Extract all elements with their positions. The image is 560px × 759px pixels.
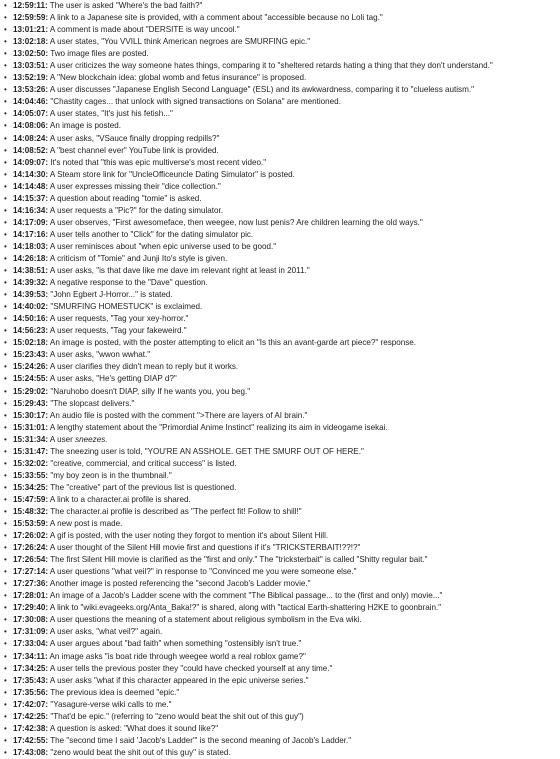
log-entry-description: A user observes, "First awesomeface, then weegee, now lust penis? Are children learning the old ways."	[49, 217, 423, 227]
log-entry-description: "Chastity cages... that unlock with signed transactions on Solana" are mentioned.	[50, 97, 341, 107]
log-entry-timestamp: 14:09:07:	[13, 157, 49, 167]
log-entry-timestamp: 14:08:52:	[13, 145, 49, 155]
log-entry-timestamp: 15:24:26:	[13, 362, 49, 372]
log-entry	[3, 72, 560, 84]
log-entry	[3, 554, 560, 566]
log-entry-timestamp: 14:50:16:	[13, 314, 49, 324]
log-entry	[3, 48, 560, 60]
log-entry-description: A user requests, "Tag your xey-horror."	[49, 314, 189, 324]
log-entry	[3, 651, 560, 663]
log-entry	[3, 699, 560, 711]
log-entry-timestamp: 17:26:54:	[13, 555, 49, 565]
log-entry-timestamp: 14:40:02:	[13, 302, 49, 312]
log-entry	[3, 398, 560, 410]
log-entry-description: A lengthy statement about the "Primordial Anime Instinct" realizing its aim in videogame isekai.	[49, 422, 388, 432]
log-entry-description: "The slopcast delivers."	[50, 398, 135, 408]
log-entry-description: The sneezing user is told, "YOU'RE AN ASSHOLE. GET THE SMURF OUT OF HERE."	[50, 446, 364, 456]
log-entry-timestamp: 17:42:38:	[13, 723, 49, 733]
log-entry-description: A question about reading "tomie" is asked.	[49, 193, 202, 203]
log-entry	[3, 145, 560, 157]
log-entry-timestamp: 15:24:55:	[13, 374, 49, 384]
log-entry-description: A user expresses missing their "dice collection."	[49, 181, 221, 191]
log-entry	[3, 36, 560, 48]
log-entry	[3, 193, 560, 205]
log-entry-timestamp: 17:27:14:	[13, 567, 49, 577]
log-entry	[3, 434, 560, 446]
log-entry-description: "Yasagure-verse wiki calls to me."	[50, 699, 172, 709]
log-entry-description: A user states, "It's just his fetish..."	[49, 109, 173, 119]
log-entry-description: A new post is made.	[49, 519, 123, 529]
log-entry-timestamp: 15:29:43:	[13, 398, 49, 408]
log-entry	[3, 289, 560, 301]
log-entry-description: A user asks, "wwon wwhat."	[49, 350, 151, 360]
log-entry	[3, 337, 560, 349]
log-entry-description: A user argues about "bad faith" when something "ostensibly isn't true."	[49, 639, 302, 649]
log-entry-description: An image is posted, with the poster attempting to elicit an "Is this an avant-garde art piece?" response.	[49, 338, 417, 348]
log-entry	[3, 566, 560, 578]
log-entry-timestamp: 14:17:16:	[13, 229, 49, 239]
log-entry-timestamp: 15:53:59:	[13, 519, 49, 529]
log-entry	[3, 217, 560, 229]
log-entry-description: A user clarifies they didn't mean to reply but it works.	[49, 362, 239, 372]
log-entry-description: A "best channel ever" YouTube link is provided.	[49, 145, 219, 155]
log-entry-description: An image is posted.	[49, 121, 122, 131]
log-entry-timestamp: 13:52:19:	[13, 73, 49, 83]
log-entry-timestamp: 17:26:02:	[13, 531, 49, 541]
log-entry	[3, 12, 560, 24]
log-entry	[3, 120, 560, 132]
log-entry-timestamp: 14:15:37:	[13, 193, 49, 203]
log-entry-timestamp: 14:16:34:	[13, 205, 49, 215]
log-entry-description: Two image files are posted.	[50, 49, 149, 59]
log-entry-timestamp: 15:23:43:	[13, 350, 49, 360]
log-entry-timestamp: 12:59:59:	[13, 13, 49, 23]
log-entry-description: It's noted that "this was epic multiverse's most recent video."	[50, 157, 267, 167]
log-entry-timestamp: 12:59:11:	[13, 1, 48, 10]
log-entry	[3, 506, 560, 518]
log-entry	[3, 84, 560, 96]
log-entry	[3, 446, 560, 458]
log-entry-timestamp: 14:56:23:	[13, 326, 49, 336]
log-entry-timestamp: 13:02:18:	[13, 37, 49, 47]
log-entry-timestamp: 17:31:09:	[13, 627, 49, 637]
log-entry-description: "my boy zeon is in the thumbnail."	[50, 470, 172, 480]
log-entry-description: A user asks, "VSauce finally dropping redpills?"	[49, 133, 220, 143]
log-entry-description: A user questions the meaning of a statement about religious symbolism in the Eva wiki.	[49, 615, 362, 625]
log-entry-description: A link to a Japanese site is provided, with a comment about "accessible because no Loli tag."	[49, 13, 383, 23]
log-entry-timestamp: 15:31:01:	[13, 422, 49, 432]
log-entry-description: The "creative" part of the previous list is questioned.	[50, 482, 237, 492]
log-entry-description: The previous idea is deemed "epic."	[50, 687, 180, 697]
log-entry	[3, 663, 560, 675]
log-entry-timestamp: 14:08:06:	[13, 121, 49, 131]
log-entry-description: A user asks, "He's getting DIAP d?"	[49, 374, 177, 384]
log-entry-description: A user requests, "Tag your fakeweird."	[49, 326, 187, 336]
log-entry-timestamp: 13:01:21:	[13, 25, 49, 35]
log-entry-description: A user asks, "is that dave like me dave im relevant right at least in 2011."	[49, 266, 310, 276]
log-entry-timestamp: 15:47:59:	[13, 494, 49, 504]
log-entry-timestamp: 13:53:26:	[13, 85, 49, 95]
log-entry-description: "zeno would beat the shit out of this guy" is stated.	[50, 747, 231, 757]
log-entry	[3, 747, 560, 759]
log-entry-description: Another image is posted referencing the "second Jacob's Ladder movie."	[49, 579, 311, 589]
log-entry-description: A comment is made about "DERSITE is way uncool."	[49, 25, 240, 35]
log-entry	[3, 325, 560, 337]
log-entry-description: A user reminisces about "when epic universe used to be good."	[49, 241, 277, 251]
log-entry-description: A link to a character.ai profile is shared.	[49, 494, 191, 504]
log-entry-timestamp: 15:29:02:	[13, 386, 49, 396]
log-entry-description: A user requests a "Pic?" for the dating simulator.	[49, 205, 224, 215]
log-entry-timestamp: 14:17:09:	[13, 217, 49, 227]
log-entry	[3, 133, 560, 145]
log-entry-timestamp: 17:42:25:	[13, 711, 49, 721]
log-entry-description: "SMURFING HOMESTUCK" is exclaimed.	[50, 302, 203, 312]
log-entry-timestamp: 14:14:48:	[13, 181, 49, 191]
log-entry-timestamp: 17:42:55:	[13, 735, 49, 745]
log-entry	[3, 626, 560, 638]
log-entry	[3, 711, 560, 723]
log-entry-description: A user tells the previous poster they "could have checked yourself at any time."	[49, 663, 333, 673]
log-entry	[3, 349, 560, 361]
log-entry-description: An image asks "is boat ride through weegee world a real roblox game?"	[49, 651, 306, 661]
log-entry-description: A criticism of "Tomie" and Junji Ito's style is given.	[49, 253, 228, 263]
log-entry-timestamp: 14:39:53:	[13, 290, 49, 300]
log-entry	[3, 542, 560, 554]
log-entry	[3, 518, 560, 530]
log-entry-timestamp: 17:35:43:	[13, 675, 49, 685]
log-entry-description: A user thought of the Silent Hill movie first and questions if it's "TRICKSTERBAIT!??!?"	[49, 543, 361, 553]
log-entry-description: A user tells another to "Click" for the dating simulator pic.	[49, 229, 254, 239]
log-entry	[3, 590, 560, 602]
log-entry-timestamp: 15:34:25:	[13, 482, 49, 492]
log-entry-timestamp: 17:26:24:	[13, 543, 49, 553]
log-entry	[3, 277, 560, 289]
log-entry-description: A user states, "You VVILL think American negroes are SMURFING epic."	[49, 37, 311, 47]
log-entry	[3, 602, 560, 614]
log-entry	[3, 723, 560, 735]
log-entry-description: A link to "wiki.evageeks.org/Anta_Baka!?" is shared, along with "tactical Earth-shattering H2KE to goonbrain."	[49, 603, 442, 613]
log-entry	[3, 638, 560, 650]
log-entry-emphasis: sneezes.	[75, 434, 108, 444]
log-entry-timestamp: 14:39:32:	[13, 278, 49, 288]
log-entry-timestamp: 14:05:07:	[13, 109, 49, 119]
log-entry-description: An audio file is posted with the comment ">There are layers of AI brain."	[49, 410, 308, 420]
log-entry-description: "John Egbert J-Horror..." is stated.	[50, 290, 173, 300]
log-entry	[3, 24, 560, 36]
log-entry-description: A user	[49, 434, 73, 444]
log-entry-description: A "New blockchain idea: global womb and fetus insurance" is proposed.	[49, 73, 307, 83]
log-entry	[3, 301, 560, 313]
log-entry-timestamp: 14:38:51:	[13, 266, 49, 276]
log-entry-description: A Steam store link for "UncleOfficeuncle Dating Simulator" is posted.	[49, 169, 295, 179]
log-entry	[3, 229, 560, 241]
log-entry	[3, 241, 560, 253]
log-entry	[3, 410, 560, 422]
log-entry-timestamp: 17:30:08:	[13, 615, 49, 625]
log-entry	[3, 157, 560, 169]
log-entry-description: The "second time I said 'Jacob's Ladder'" is the second meaning of Jacob's Ladder."	[50, 735, 352, 745]
log-entry-timestamp: 13:02:50:	[13, 49, 49, 59]
log-entry-timestamp: 14:18:03:	[13, 241, 49, 251]
log-entry-timestamp: 15:30:17:	[13, 410, 49, 420]
log-entry	[3, 386, 560, 398]
log-entry-timestamp: 14:08:24:	[13, 133, 49, 143]
log-entry-description: The user is asked "Where's the bad faith?"	[49, 1, 203, 10]
log-entry	[3, 458, 560, 470]
log-entry	[3, 735, 560, 747]
log-entry-timestamp: 14:04:46:	[13, 97, 49, 107]
log-entry-timestamp: 17:43:08:	[13, 747, 49, 757]
log-entry-timestamp: 15:02:18:	[13, 338, 49, 348]
log-entry	[3, 578, 560, 590]
log-entry-timestamp: 15:31:34:	[13, 434, 49, 444]
log-entry	[3, 169, 560, 181]
log-entry-timestamp: 14:26:18:	[13, 253, 49, 263]
log-entry	[3, 373, 560, 385]
log-entry-description: A user asks "what if this character appeared in the epic universe series."	[49, 675, 309, 685]
log-entry	[3, 96, 560, 108]
log-entry	[3, 181, 560, 193]
log-entry-timestamp: 17:29:40:	[13, 603, 49, 613]
log-entry-timestamp: 15:31:47:	[13, 446, 49, 456]
log-entry-description: The first Silent Hill movie is clarified as the "first and only." The "tricksterbait" is called "Shitty regular bait."	[50, 555, 428, 565]
log-entry	[3, 313, 560, 325]
log-entry-description: A question is asked: "What does it sound like?"	[49, 723, 219, 733]
log-entry-timestamp: 15:48:32:	[13, 506, 49, 516]
log-entry-description: A user questions "what veil?" in response to "Convinced me you were someone else."	[49, 567, 357, 577]
log-entry	[3, 687, 560, 699]
log-entry-description: A gif is posted, with the user noting they forgot to mention it's about Silent Hill.	[49, 531, 329, 541]
log-entry	[3, 253, 560, 265]
log-entry-description: A user asks, "what veil?" again.	[49, 627, 163, 637]
log-entry-timestamp: 17:34:25:	[13, 663, 49, 673]
log-entry	[3, 0, 560, 12]
log-entry	[3, 470, 560, 482]
log-entry-timestamp: 17:35:56:	[13, 687, 49, 697]
log-entry-timestamp: 17:27:36:	[13, 579, 49, 589]
log-entry-timestamp: 15:33:55:	[13, 470, 49, 480]
log-entry	[3, 60, 560, 72]
log-entry	[3, 614, 560, 626]
log-entry-description: A negative response to the "Dave" question.	[49, 278, 208, 288]
log-entry	[3, 422, 560, 434]
log-entry-timestamp: 17:33:04:	[13, 639, 49, 649]
log-entry-description: "Naruhobo doesn't DIAP, silly If he wants you, you beg."	[50, 386, 251, 396]
log-entry-timestamp: 17:42:07:	[13, 699, 49, 709]
log-entry	[3, 205, 560, 217]
log-entry-description: A user criticizes the way someone hates things, comparing it to "sheltered retards hating a thing that they don't understand."	[49, 61, 493, 71]
log-entry-description: An image of a Jacob's Ladder scene with the comment "The Biblical passage... to the (first and only) movie..."	[49, 591, 443, 601]
log-entry-description: "That'd be epic." (referring to "zeno would beat the shit out of this guy")	[50, 711, 304, 721]
log-entry	[3, 675, 560, 687]
log-entry-timestamp: 15:32:02:	[13, 458, 49, 468]
log-entry	[3, 361, 560, 373]
log-entry-timestamp: 13:03:51:	[13, 61, 49, 71]
log-entry	[3, 530, 560, 542]
log-entry-description: The character.ai profile is described as "The perfect fit! Follow to shill!"	[50, 506, 302, 516]
log-entry-timestamp: 14:14:30:	[13, 169, 49, 179]
log-entry	[3, 265, 560, 277]
log-entry-timestamp: 17:34:11:	[13, 651, 48, 661]
log-entry	[3, 108, 560, 120]
log-entry-timestamp: 17:28:01:	[13, 591, 49, 601]
log-entry-description: "creative, commercial, and critical success" is listed.	[50, 458, 237, 468]
log-entry	[3, 494, 560, 506]
log-entry-description: A user discusses "Japanese English Second Language" (ESL) and its awkwardness, comparing it to "clueless autism."	[49, 85, 474, 95]
log-entry	[3, 482, 560, 494]
